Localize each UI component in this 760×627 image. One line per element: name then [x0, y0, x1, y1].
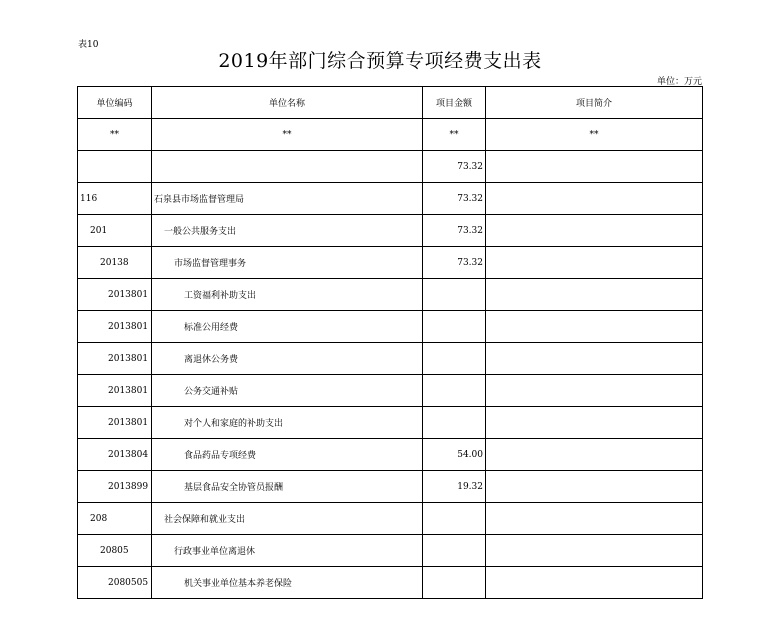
table-row	[78, 311, 703, 343]
table-row	[78, 535, 703, 567]
table-row	[78, 247, 703, 279]
row-desc	[486, 183, 703, 215]
header-code: 单位编码	[78, 87, 152, 119]
table-row	[78, 503, 703, 535]
row-amount: 19.32	[423, 471, 486, 503]
row-desc	[486, 215, 703, 247]
table-row	[78, 215, 703, 247]
row-name	[152, 151, 423, 183]
row-name: 市场监督管理事务	[152, 247, 423, 279]
row-code	[78, 151, 152, 183]
row-name: 石泉县市场监督管理局	[152, 183, 423, 215]
marker-cell: **	[78, 119, 152, 151]
row-code: 2013801	[78, 311, 152, 343]
table-row	[78, 471, 703, 503]
table-row	[78, 375, 703, 407]
row-amount	[423, 407, 486, 439]
row-desc	[486, 535, 703, 567]
row-code: 2080505	[78, 567, 152, 599]
row-desc	[486, 247, 703, 279]
row-amount: 73.32	[423, 151, 486, 183]
row-desc	[486, 311, 703, 343]
row-amount	[423, 503, 486, 535]
row-name: 离退休公务费	[152, 343, 423, 375]
row-amount	[423, 279, 486, 311]
row-name: 基层食品安全协管员报酬	[152, 471, 423, 503]
marker-cell: **	[152, 119, 423, 151]
header-name: 单位名称	[152, 87, 423, 119]
row-code: 116	[78, 183, 152, 215]
table-row	[78, 279, 703, 311]
marker-cell: **	[423, 119, 486, 151]
row-amount: 73.32	[423, 183, 486, 215]
row-amount	[423, 375, 486, 407]
row-amount	[423, 343, 486, 375]
header-row	[78, 87, 703, 119]
row-name: 公务交通补贴	[152, 375, 423, 407]
header-desc: 项目简介	[486, 87, 703, 119]
row-name: 标准公用经费	[152, 311, 423, 343]
table-row	[78, 407, 703, 439]
row-name: 工资福利补助支出	[152, 279, 423, 311]
row-amount	[423, 535, 486, 567]
row-desc	[486, 279, 703, 311]
row-code: 208	[78, 503, 152, 535]
row-code: 20138	[78, 247, 152, 279]
row-desc	[486, 439, 703, 471]
row-name: 一般公共服务支出	[152, 215, 423, 247]
row-code: 2013801	[78, 375, 152, 407]
budget-table	[77, 86, 703, 599]
table-row	[78, 343, 703, 375]
row-code: 2013801	[78, 343, 152, 375]
row-desc	[486, 375, 703, 407]
row-name: 对个人和家庭的补助支出	[152, 407, 423, 439]
row-code: 2013804	[78, 439, 152, 471]
row-desc	[486, 471, 703, 503]
row-amount	[423, 567, 486, 599]
row-name: 社会保障和就业支出	[152, 503, 423, 535]
table-row	[78, 439, 703, 471]
row-amount	[423, 311, 486, 343]
row-name: 食品药品专项经费	[152, 439, 423, 471]
row-code: 2013899	[78, 471, 152, 503]
page-title: 2019年部门综合预算专项经费支出表	[218, 50, 542, 72]
row-code: 201	[78, 215, 152, 247]
row-amount: 73.32	[423, 247, 486, 279]
row-name: 机关事业单位基本养老保险	[152, 567, 423, 599]
row-desc	[486, 407, 703, 439]
unit-label: 单位：万元	[656, 77, 702, 87]
row-code: 2013801	[78, 279, 152, 311]
row-desc	[486, 343, 703, 375]
row-name: 行政事业单位离退休	[152, 535, 423, 567]
row-amount: 73.32	[423, 215, 486, 247]
marker-row	[78, 119, 703, 151]
row-desc	[486, 503, 703, 535]
header-amount: 项目金额	[423, 87, 486, 119]
row-amount: 54.00	[423, 439, 486, 471]
row-desc	[486, 151, 703, 183]
table-row	[78, 183, 703, 215]
row-desc	[486, 567, 703, 599]
row-code: 20805	[78, 535, 152, 567]
marker-cell: **	[486, 119, 703, 151]
row-code: 2013801	[78, 407, 152, 439]
table-tag: 表10	[78, 40, 99, 50]
table-row	[78, 567, 703, 599]
table-row	[78, 151, 703, 183]
